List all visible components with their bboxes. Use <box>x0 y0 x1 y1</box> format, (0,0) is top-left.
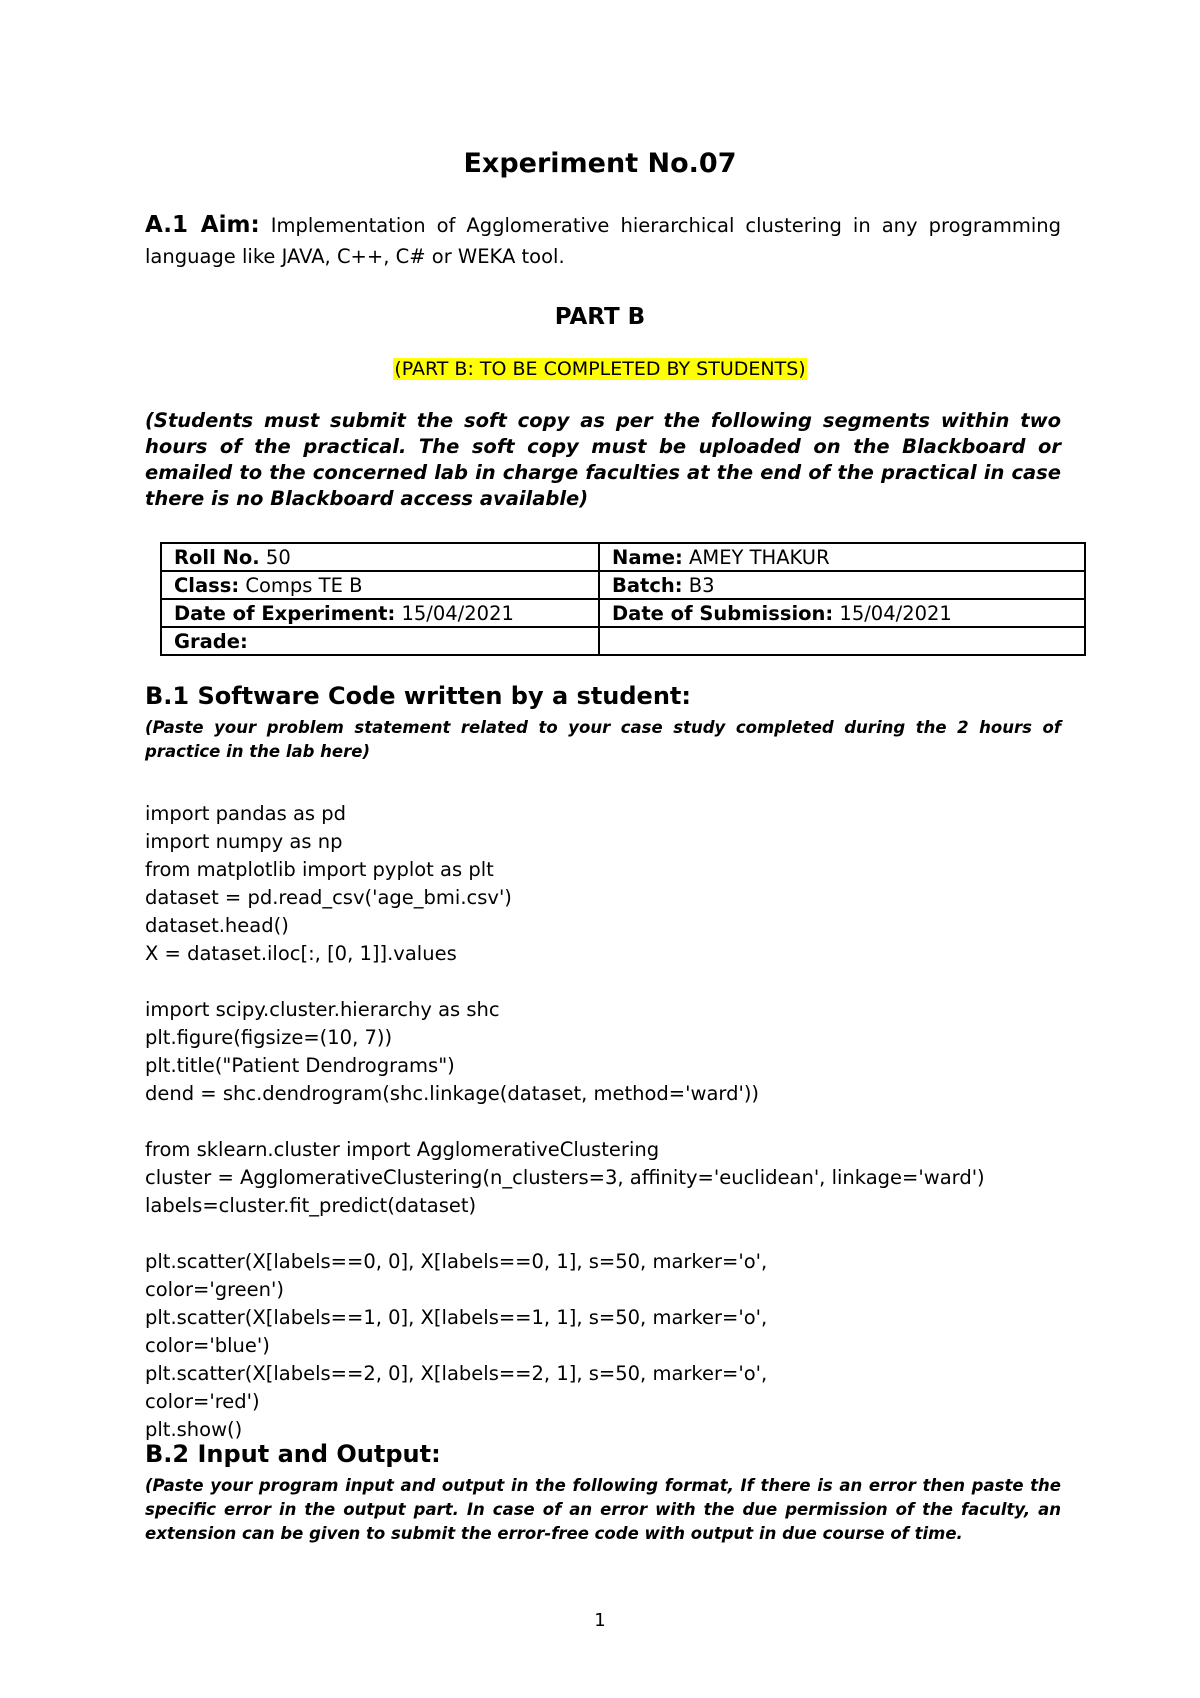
section-b1-note: (Paste your problem statement related to your case study completed during the 2 hours of practice in the lab here) <box>145 718 1061 761</box>
part-b-subheading-row <box>0 358 1200 380</box>
aim-text: Implementation of Agglomerative hierarchical clustering in any programming language like JAVA, C++, C# or WEKA tool. <box>145 214 1062 268</box>
code-block <box>145 800 1061 1444</box>
code-line: plt.scatter(X[labels==0, 0], X[labels==0, 1], s=50, marker='o', <box>145 1250 768 1273</box>
batch-cell <box>599 571 1085 599</box>
roll-value: 50 <box>265 545 291 569</box>
table-row <box>161 543 1085 571</box>
code-line: import numpy as np <box>145 830 343 853</box>
code-line: color='green') <box>145 1278 285 1301</box>
dos-value: 15/04/2021 <box>839 601 952 625</box>
code-line: plt.title("Patient Dendrograms") <box>145 1054 455 1077</box>
doe-value: 15/04/2021 <box>401 601 514 625</box>
code-line: color='red') <box>145 1390 260 1413</box>
name-label: Name: <box>612 545 683 569</box>
code-line: import scipy.cluster.hierarchy as shc <box>145 998 500 1021</box>
code-line: plt.show() <box>145 1418 243 1441</box>
grade-label: Grade: <box>174 629 248 653</box>
section-b2-note: (Paste your program input and output in the following format, If there is an error then paste the specific error in the output part. In case of an error with the due permission of the faculty, an extension can be given to submit the error-free code with output in due course of time. <box>145 1476 1061 1543</box>
class-value: Comps TE B <box>245 573 363 597</box>
table-row <box>161 627 1085 655</box>
table-row <box>161 599 1085 627</box>
code-line: X = dataset.iloc[:, [0, 1]].values <box>145 942 457 965</box>
code-line: dataset = pd.read_csv('age_bmi.csv') <box>145 886 512 909</box>
code-line <box>145 1108 1061 1136</box>
code-line: from sklearn.cluster import AgglomerativeClustering <box>145 1138 660 1161</box>
section-b2-heading: B.2 Input and Output: <box>145 1440 441 1468</box>
code-line <box>145 1220 1061 1248</box>
class-cell <box>161 571 599 599</box>
aim-paragraph <box>145 210 1061 272</box>
batch-label: Batch: <box>612 573 683 597</box>
code-line: plt.scatter(X[labels==2, 0], X[labels==2, 1], s=50, marker='o', <box>145 1362 768 1385</box>
roll-label: Roll No. <box>174 545 260 569</box>
doe-label: Date of Experiment: <box>174 601 396 625</box>
code-line: from matplotlib import pyplot as plt <box>145 858 494 881</box>
code-line <box>145 968 1061 996</box>
grade-value-cell <box>599 627 1085 655</box>
code-line: dataset.head() <box>145 914 289 937</box>
submission-instructions: (Students must submit the soft copy as per the following segments within two hours of the practical. The soft copy must be uploaded on the Blackboard or emailed to the concerned lab in charge faculties at the end of the practical in case there is no Blackboard access available) <box>145 409 1061 510</box>
name-cell <box>599 543 1085 571</box>
student-info-table <box>160 542 1086 656</box>
grade-cell <box>161 627 599 655</box>
code-line: plt.figure(figsize=(10, 7)) <box>145 1026 393 1049</box>
page-number: 1 <box>594 1610 606 1631</box>
code-line: dend = shc.dendrogram(shc.linkage(dataset, method='ward')) <box>145 1082 760 1105</box>
name-value: AMEY THAKUR <box>689 545 830 569</box>
code-line: cluster = AgglomerativeClustering(n_clusters=3, affinity='euclidean', linkage='ward') <box>145 1166 985 1189</box>
page-title: Experiment No.07 <box>463 148 737 179</box>
code-line: labels=cluster.fit_predict(dataset) <box>145 1194 477 1217</box>
date-of-experiment-cell <box>161 599 599 627</box>
code-line: plt.scatter(X[labels==1, 0], X[labels==1, 1], s=50, marker='o', <box>145 1306 768 1329</box>
code-line: color='blue') <box>145 1334 270 1357</box>
table-row <box>161 571 1085 599</box>
roll-cell <box>161 543 599 571</box>
code-line: import pandas as pd <box>145 802 347 825</box>
aim-label: A.1 Aim: <box>145 212 260 238</box>
section-b1-heading: B.1 Software Code written by a student: <box>145 682 691 710</box>
date-of-submission-cell <box>599 599 1085 627</box>
dos-label: Date of Submission: <box>612 601 834 625</box>
part-b-subheading: (PART B: TO BE COMPLETED BY STUDENTS) <box>394 358 806 380</box>
part-b-heading: PART B <box>554 304 646 330</box>
class-label: Class: <box>174 573 240 597</box>
batch-value: B3 <box>688 573 715 597</box>
